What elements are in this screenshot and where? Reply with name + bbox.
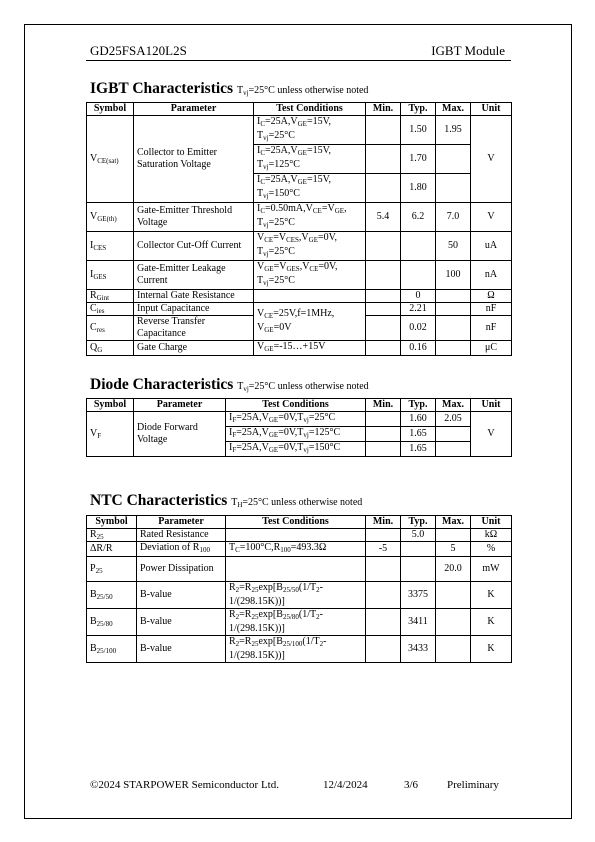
min-cell	[366, 232, 401, 261]
col-conditions: Test Conditions	[226, 399, 366, 412]
col-min: Min.	[366, 103, 401, 116]
symbol-cell: $V_F$	[87, 412, 134, 457]
min-cell	[366, 412, 401, 427]
condition-cell: $V_{GE}=V_{GES},V_{CE}=0V$, $T_{vj}=25^\circ C$	[254, 261, 366, 290]
max-cell	[436, 341, 471, 356]
table-row	[87, 203, 512, 232]
min-cell	[366, 582, 401, 609]
unit-cell: V	[471, 203, 512, 232]
col-unit: Unit	[471, 103, 512, 116]
max-cell	[436, 316, 471, 341]
col-min: Min.	[366, 399, 401, 412]
typ-cell: 0	[401, 290, 436, 303]
max-cell	[436, 145, 471, 174]
max-cell	[436, 636, 471, 663]
parameter-cell: Collector Cut-Off Current	[134, 232, 254, 261]
parameter-cell: Power Dissipation	[137, 557, 226, 582]
col-typ: Typ.	[401, 516, 436, 529]
typ-cell	[401, 232, 436, 261]
min-cell	[366, 341, 401, 356]
parameter-cell: Input Capacitance	[134, 303, 254, 316]
symbol-cell: $I_{CES}$	[87, 232, 134, 261]
table-row	[87, 116, 512, 145]
col-typ: Typ.	[401, 103, 436, 116]
typ-cell: 0.02	[401, 316, 436, 341]
condition-cell	[254, 290, 366, 303]
unit-cell: mW	[471, 557, 512, 582]
min-cell	[366, 174, 401, 203]
max-cell	[436, 427, 471, 442]
condition-cell: $R_2=R_{25}\exp[B_{25/100}(1/T_2-$ 1/(298.15K))]	[226, 636, 366, 663]
condition-cell: $I_F=25A,V_{GE}=0V,T_{vj}=125^\circ C$	[226, 427, 366, 442]
parameter-cell: Collector to Emitter Saturation Voltage	[134, 116, 254, 203]
symbol-cell: $V_{CE(sat)}$	[87, 116, 134, 203]
parameter-cell: Diode Forward Voltage	[134, 412, 226, 457]
unit-cell: %	[471, 542, 512, 557]
diode-title: Diode Characteristics	[90, 376, 234, 393]
igbt-title: IGBT Characteristics	[90, 80, 234, 97]
typ-cell: 2.21	[401, 303, 436, 316]
symbol-cell: $B_{25/50}$	[87, 582, 137, 609]
table-row	[87, 303, 512, 316]
condition-cell: $I_F=25A,V_{GE}=0V,T_{vj}=150^\circ C$	[226, 442, 366, 457]
unit-cell: K	[471, 609, 512, 636]
table-row	[87, 261, 512, 290]
table-row	[87, 636, 512, 663]
max-cell: 1.95	[436, 116, 471, 145]
table-row	[87, 582, 512, 609]
min-cell: -5	[366, 542, 401, 557]
col-max: Max.	[436, 399, 471, 412]
typ-cell: 1.65	[401, 442, 436, 457]
col-max: Max.	[436, 103, 471, 116]
symbol-cell: $V_{GE(th)}$	[87, 203, 134, 232]
condition-cell: $I_C=0.50mA,V_{CE}=V_{GE}$, $T_{vj}=25^\circ C$	[254, 203, 366, 232]
table-row	[87, 232, 512, 261]
typ-cell	[401, 542, 436, 557]
unit-cell: kΩ	[471, 529, 512, 542]
max-cell	[436, 582, 471, 609]
table-row	[87, 412, 512, 427]
condition-cell: $I_F=25A,V_{GE}=0V,T_{vj}=25^\circ C$	[226, 412, 366, 427]
symbol-cell: $C_{res}$	[87, 316, 134, 341]
diode-table	[86, 398, 512, 457]
footer-copyright: ©2024 STARPOWER Semiconductor Ltd.	[90, 779, 279, 791]
condition-cell	[226, 529, 366, 542]
ntc-section-title	[90, 492, 362, 510]
symbol-cell: ΔR/R	[87, 542, 137, 557]
condition-cell: $I_C=25A,V_{GE}=15V$, $T_{vj}=150^\circ C$	[254, 174, 366, 203]
header-rule	[86, 60, 511, 61]
min-cell	[366, 303, 401, 316]
typ-cell: 5.0	[401, 529, 436, 542]
max-cell	[436, 290, 471, 303]
parameter-cell: Internal Gate Resistance	[134, 290, 254, 303]
part-number: GD25FSA120L2S	[90, 43, 187, 58]
typ-cell	[401, 557, 436, 582]
unit-cell: K	[471, 636, 512, 663]
typ-cell: 0.16	[401, 341, 436, 356]
table-row	[87, 529, 512, 542]
max-cell: 7.0	[436, 203, 471, 232]
ntc-title: NTC Characteristics	[90, 492, 228, 509]
max-cell: 100	[436, 261, 471, 290]
min-cell	[366, 145, 401, 174]
col-symbol: Symbol	[87, 399, 134, 412]
parameter-cell: Rated Resistance	[137, 529, 226, 542]
table-row	[87, 341, 512, 356]
unit-cell: nA	[471, 261, 512, 290]
max-cell	[436, 609, 471, 636]
condition-cell: $R_2=R_{25}\exp[B_{25/80}(1/T_2-$ 1/(298.15K))]	[226, 609, 366, 636]
min-cell	[366, 290, 401, 303]
parameter-cell: B-value	[137, 636, 226, 663]
col-typ: Typ.	[401, 399, 436, 412]
max-cell: 20.0	[436, 557, 471, 582]
diode-section-title	[90, 376, 369, 394]
max-cell: 50	[436, 232, 471, 261]
product-type: IGBT Module	[431, 43, 505, 58]
symbol-cell: $P_{25}$	[87, 557, 137, 582]
col-min: Min.	[366, 516, 401, 529]
min-cell	[366, 557, 401, 582]
typ-cell: 3433	[401, 636, 436, 663]
min-cell	[366, 261, 401, 290]
parameter-cell: Gate-Emitter Leakage Current	[134, 261, 254, 290]
parameter-cell: Reverse Transfer Capacitance	[134, 316, 254, 341]
typ-cell: 1.65	[401, 427, 436, 442]
symbol-cell: $B_{25/100}$	[87, 636, 137, 663]
col-symbol: Symbol	[87, 103, 134, 116]
diode-note: $T_{vj}=25^\circ C$ unless otherwise noted	[237, 381, 369, 393]
ntc-note: $T_H=25^\circ C$ unless otherwise noted	[231, 497, 363, 509]
typ-cell: 1.60	[401, 412, 436, 427]
typ-cell: 3375	[401, 582, 436, 609]
parameter-cell: Deviation of $R_{100}$	[137, 542, 226, 557]
typ-cell	[401, 261, 436, 290]
min-cell	[366, 442, 401, 457]
table-row	[87, 609, 512, 636]
min-cell	[366, 116, 401, 145]
typ-cell: 6.2	[401, 203, 436, 232]
symbol-cell: $R_{Gint}$	[87, 290, 134, 303]
table-row	[87, 290, 512, 303]
table-row	[87, 542, 512, 557]
table-row	[87, 557, 512, 582]
condition-cell: $I_C=25A,V_{GE}=15V$, $T_{vj}=125^\circ C$	[254, 145, 366, 174]
col-parameter: Parameter	[134, 103, 254, 116]
typ-cell: 3411	[401, 609, 436, 636]
min-cell	[366, 529, 401, 542]
condition-cell: $V_{CE}=25V,f=1MHz$, $V_{GE}=0V$	[254, 303, 366, 341]
min-cell	[366, 427, 401, 442]
col-parameter: Parameter	[134, 399, 226, 412]
symbol-cell: $Q_G$	[87, 341, 134, 356]
max-cell: 5	[436, 542, 471, 557]
footer-page-number: 3/6	[404, 779, 419, 791]
col-max: Max.	[436, 516, 471, 529]
min-cell: 5.4	[366, 203, 401, 232]
symbol-cell: $C_{ies}$	[87, 303, 134, 316]
max-cell	[436, 303, 471, 316]
igbt-table	[86, 102, 512, 356]
unit-cell: K	[471, 582, 512, 609]
col-unit: Unit	[471, 399, 512, 412]
min-cell	[366, 636, 401, 663]
igbt-section-title	[90, 80, 368, 98]
condition-cell: $V_{CE}=V_{CES},V_{GE}=0V$, $T_{vj}=25^\circ C$	[254, 232, 366, 261]
col-symbol: Symbol	[87, 516, 137, 529]
symbol-cell: $I_{GES}$	[87, 261, 134, 290]
col-parameter: Parameter	[137, 516, 226, 529]
unit-cell: μC	[471, 341, 512, 356]
max-cell: 2.05	[436, 412, 471, 427]
symbol-cell: $B_{25/80}$	[87, 609, 137, 636]
typ-cell: 1.50	[401, 116, 436, 145]
igbt-note: $T_{vj}=25^\circ C$ unless otherwise noted	[236, 85, 369, 97]
min-cell	[366, 316, 401, 341]
igbt-header-row	[87, 103, 512, 116]
min-cell	[366, 609, 401, 636]
condition-cell: $I_C=25A,V_{GE}=15V$, $T_{vj}=25^\circ C$	[254, 116, 366, 145]
ntc-table	[86, 515, 512, 663]
footer-date: 12/4/2024	[323, 779, 368, 791]
max-cell	[436, 442, 471, 457]
unit-cell: nF	[471, 316, 512, 341]
col-unit: Unit	[471, 516, 512, 529]
max-cell	[436, 529, 471, 542]
typ-cell: 1.70	[401, 145, 436, 174]
parameter-cell: B-value	[137, 609, 226, 636]
unit-cell: V	[471, 412, 512, 457]
col-conditions: Test Conditions	[226, 516, 366, 529]
parameter-cell: Gate-Emitter Threshold Voltage	[134, 203, 254, 232]
parameter-cell: Gate Charge	[134, 341, 254, 356]
unit-cell: V	[471, 116, 512, 203]
ntc-header-row	[87, 516, 512, 529]
symbol-cell: $R_{25}$	[87, 529, 137, 542]
condition-cell	[226, 557, 366, 582]
unit-cell: uA	[471, 232, 512, 261]
condition-cell: $V_{GE}=-15\dots+15V$	[254, 341, 366, 356]
typ-cell: 1.80	[401, 174, 436, 203]
unit-cell: Ω	[471, 290, 512, 303]
col-conditions: Test Conditions	[254, 103, 366, 116]
footer-status: Preliminary	[447, 779, 499, 791]
max-cell	[436, 174, 471, 203]
parameter-cell: B-value	[137, 582, 226, 609]
unit-cell: nF	[471, 303, 512, 316]
condition-cell: $T_C=100^\circ C,R_{100}=493.3\Omega$	[226, 542, 366, 557]
condition-cell: $R_2=R_{25}\exp[B_{25/50}(1/T_2-$ 1/(298.15K))]	[226, 582, 366, 609]
diode-header-row	[87, 399, 512, 412]
